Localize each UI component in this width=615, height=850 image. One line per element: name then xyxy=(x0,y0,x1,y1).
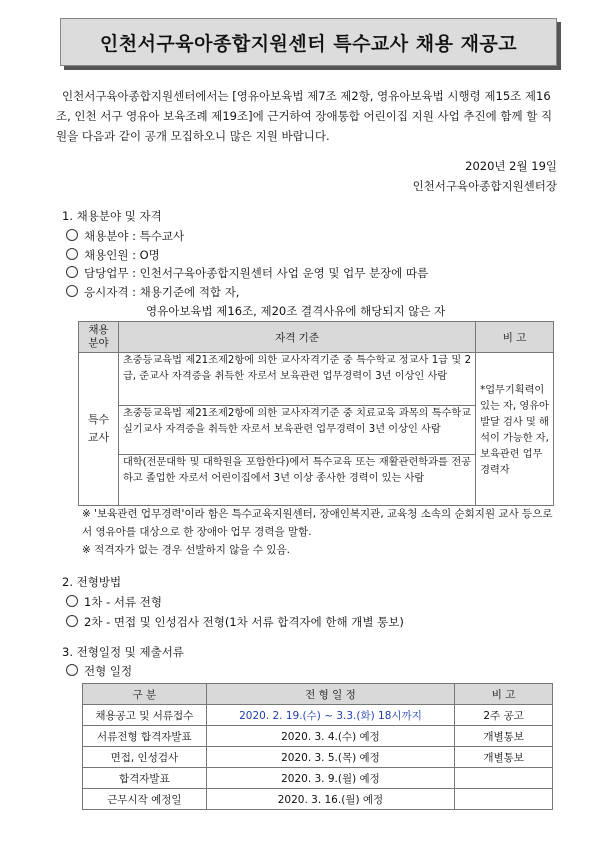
signatory: 인천서구육아종합지원센터장 xyxy=(412,179,557,193)
page-title: 인천서구육아종합지원센터 특수교사 채용 재공고 xyxy=(60,18,557,66)
list-item: 응시자격 : 채용기준에 적합 자, xyxy=(66,284,239,300)
table-cell: 2020. 3. 4.(수) 예정 xyxy=(206,726,454,747)
note-cell: *업무기획력이 있는 자, 영유아발달 검사 및 해석이 가능한 자, 보육관련 업무 경력자 xyxy=(476,353,554,506)
circle-bullet-icon xyxy=(66,248,78,260)
circle-bullet-icon xyxy=(66,595,78,607)
table-header: 비 고 xyxy=(455,684,553,705)
section2-heading: 2. 전형방법 xyxy=(62,575,122,589)
table-cell: 개별통보 xyxy=(455,726,553,747)
table-header: 비 고 xyxy=(476,322,554,353)
requirement-cell: 초중등교육법 제21조제2항에 의한 교사자격기준 중 특수학교 정교사 1급 및 2급, 준교사 자격증을 취득한 자로서 보육관련 업무경력이 3년 이상인 사람 xyxy=(118,353,475,406)
category-cell: 특수 교사 xyxy=(79,353,119,506)
table-cell: 2020. 3. 16.(월) 예정 xyxy=(206,789,454,810)
circle-bullet-icon xyxy=(66,266,78,278)
table-row xyxy=(83,747,553,768)
list-item: 2차 - 면접 및 인성검사 전형(1차 서류 합격자에 한해 개별 통보) xyxy=(66,614,404,630)
table-row xyxy=(83,726,553,747)
section3-heading: 3. 전형일정 및 제출서류 xyxy=(62,645,184,659)
list-item-continuation: 영유아보육법 제16조, 제20조 결격사유에 해당되지 않은 자 xyxy=(146,304,446,318)
notice-date: 2020년 2월 19일 xyxy=(465,159,557,173)
table-cell: 서류전형 합격자발표 xyxy=(83,726,207,747)
footnote: ※ '보육관련 업무경력'이라 함은 특수교육지원센터, 장애인복지관, 교육청 소속의 순회지원 교사 등으로서 영유아를 대상으로 한 장애아 업무 경력을 말함. xyxy=(82,508,553,538)
section1-heading: 1. 채용분야 및 자격 xyxy=(62,209,162,223)
table-header: 전 형 일 정 xyxy=(206,684,454,705)
circle-bullet-icon xyxy=(66,285,78,297)
table-header: 자격 기준 xyxy=(118,322,475,353)
table-cell: 2020. 3. 9.(월) 예정 xyxy=(206,768,454,789)
table-header: 구 분 xyxy=(83,684,207,705)
table-cell: 채용공고 및 서류접수 xyxy=(83,705,207,726)
intro-paragraph: 인천서구육아종합지원센터에서는 [영유아보육법 제7조 제2항, 영유아보육법 시행령 제15조 제16조, 인천 서구 영유아 보육조례 제19조]에 근거하여 장애통합 어린이집 지원 사업 추진에 함께 할 직원을 다음과 같이 공개 모집하오니 많은 지원 바랍니다. xyxy=(56,89,553,143)
table-row xyxy=(83,705,553,726)
circle-bullet-icon xyxy=(66,615,78,627)
table-cell: 개별통보 xyxy=(455,747,553,768)
table-cell xyxy=(455,768,553,789)
qualification-table xyxy=(78,321,554,506)
sub-heading: 전형 일정 xyxy=(66,663,132,679)
footnote: ※ 적격자가 없는 경우 선발하지 않을 수 있음. xyxy=(82,544,290,556)
list-item: 담당업무 : 인천서구육아종합지원센터 사업 운영 및 업무 분장에 따름 xyxy=(66,265,428,281)
table-row xyxy=(83,789,553,810)
list-item: 1차 - 서류 전형 xyxy=(66,594,162,610)
table-header: 채용 분야 xyxy=(79,322,119,353)
requirement-cell: 대학(전문대학 및 대학원을 포함한다)에서 특수교육 또는 재활관련학과를 전공하고 졸업한 자로서 어린이집에서 3년 이상 종사한 경력이 있는 사람 xyxy=(118,455,475,506)
circle-bullet-icon xyxy=(66,229,78,241)
table-row xyxy=(83,768,553,789)
requirement-cell: 초중등교육법 제21조제2항에 의한 교사자격기준 중 치료교육 과목의 특수학교 실기교사 자격증을 취득한 자로서 보육관련 업무경력이 3년 이상인 사람 xyxy=(118,406,475,455)
table-cell xyxy=(455,789,553,810)
table-cell: 면접, 인성검사 xyxy=(83,747,207,768)
table-cell: 2주 공고 xyxy=(455,705,553,726)
table-cell: 2020. 3. 5.(목) 예정 xyxy=(206,747,454,768)
table-cell: 근무시작 예정일 xyxy=(83,789,207,810)
schedule-table xyxy=(82,683,553,810)
list-item: 채용인원 : O명 xyxy=(66,247,160,263)
table-cell: 2020. 2. 19.(수) ~ 3.3.(화) 18시까지 xyxy=(206,705,454,726)
table-cell: 합격자발표 xyxy=(83,768,207,789)
list-item: 채용분야 : 특수교사 xyxy=(66,228,184,244)
circle-bullet-icon xyxy=(66,664,78,676)
